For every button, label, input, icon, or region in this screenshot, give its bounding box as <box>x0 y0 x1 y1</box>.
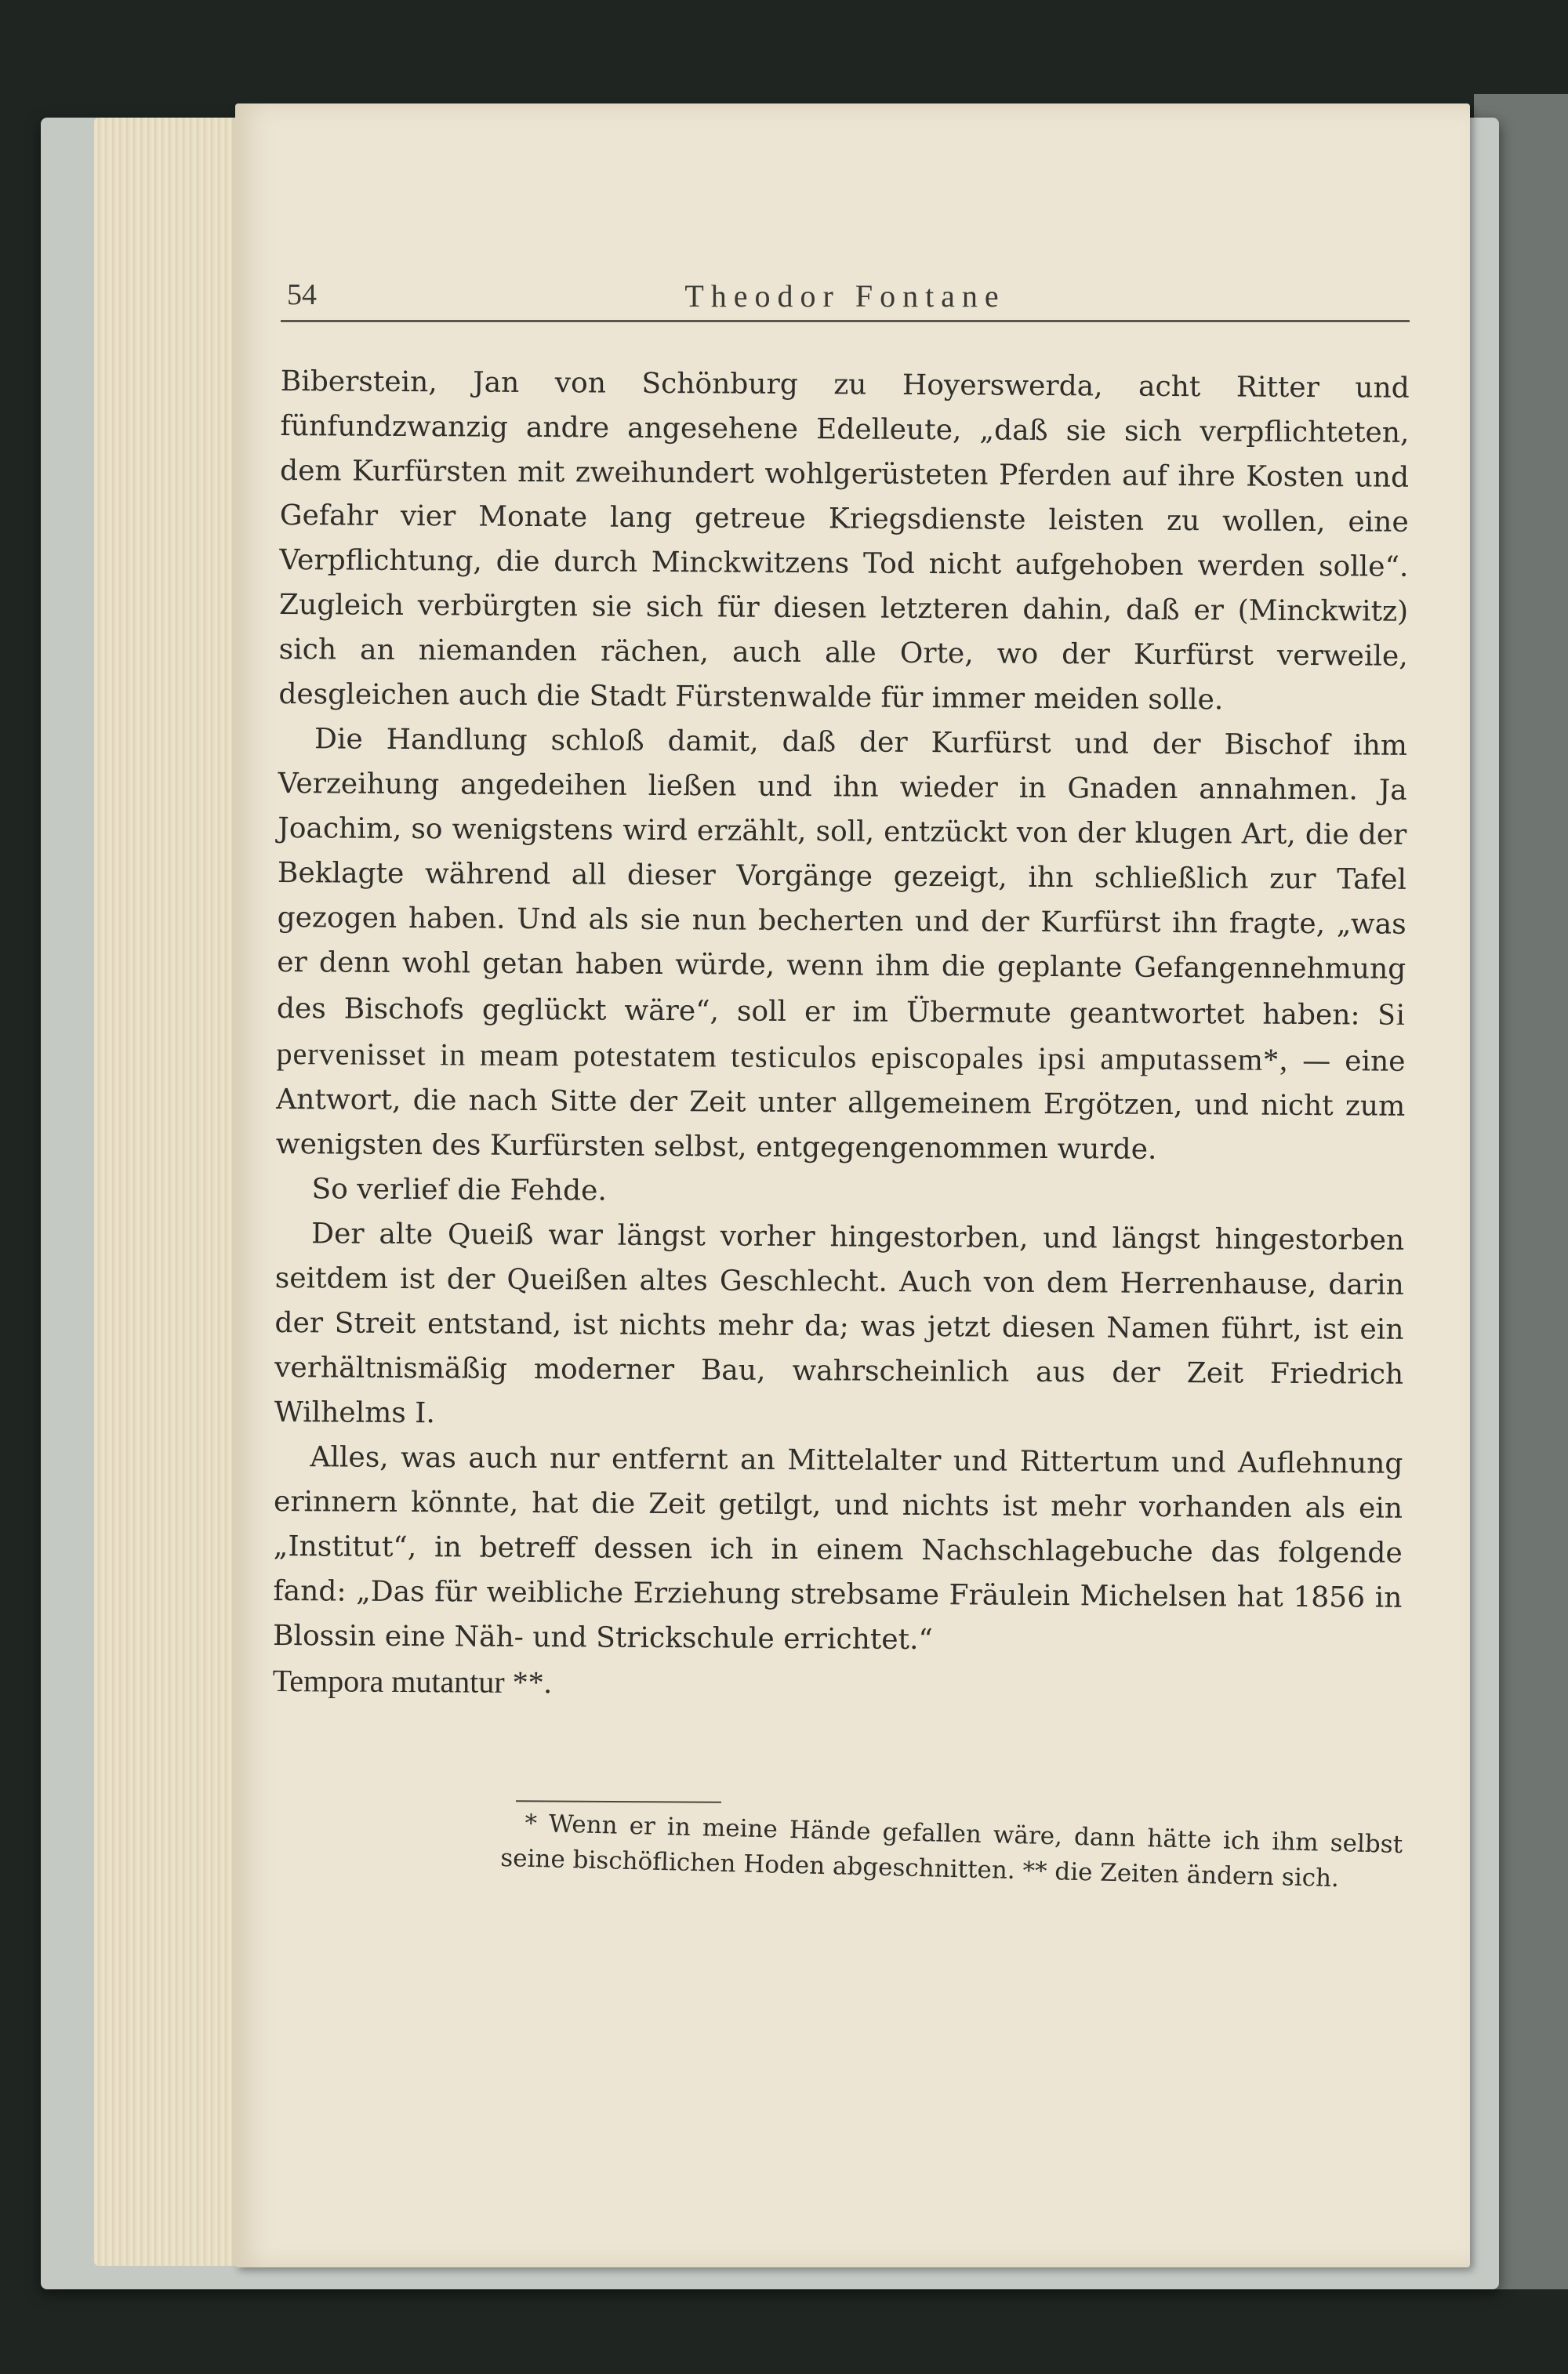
paragraph: Biberstein, Jan von Schönburg zu Hoyerswerda, acht Ritter und fünfundzwanzig andre angesehene Edelleute, „daß sie sich verpflichteten, dem Kurfürsten mit zweihundert wohlgerüsteten Pferden auf ihre Kosten und Gefahr vier Monate lang getreue Kriegsdienste leisten zu wollen, eine Verpflichtung, die durch Minckwitzens Tod nicht aufgehoben werden solle“. Zugleich verbürgten sie sich für diesen letzteren dahin, daß er (Minckwitz) sich an niemanden rächen, auch alle Orte, wo der Kurfürst verweile, desgleichen auch die Stadt Fürstenwalde für immer meiden solle. <box>278 365 1410 717</box>
paragraph: Alles, was auch nur entfernt an Mittelalter und Rittertum und Auflehnung erinnern könnte, hat die Zeit getilgt, und nichts ist mehr vorhanden als ein „Institut“, in betreff dessen ich in einem Nachschlagebuche das folgende fand: „Das für weibliche Erziehung strebsame Fräulein Michelsen hat 1856 in Blossin eine Näh- und Strickschule errichtet.“ <box>272 1441 1403 1657</box>
page-number: 54 <box>287 278 317 311</box>
paragraph <box>276 717 1407 1174</box>
latin-quote: Si pervenisset in meam potestatem testiculos episcopales ipsi amputassem*, <box>276 996 1406 1077</box>
footnote-text: * Wenn er in meine Hände gefallen wäre, dann hätte ich ihm selbst seine bischöflichen Hoden abgeschnitten. ** die Zeiten ändern sich. <box>499 1809 1403 1893</box>
paragraph-text: — eine Antwort, die nach Sitte der Zeit unter allgemeinem Ergötzen, und nicht zum wenigsten des Kurfürsten selbst, entgegengenommen wurde. <box>275 1044 1406 1166</box>
latin-motto: Tempora mutantur **. <box>272 1662 552 1701</box>
running-head: Theodor Fontane <box>684 278 1006 314</box>
page-header <box>281 273 1410 322</box>
paragraph: Der alte Queiß war längst vorher hingestorben, und längst hingestorben seitdem ist der Queißen altes Geschlecht. Auch von dem Herrenhause, darin der Streit entstand, ist nichts mehr da; was jetzt diesen Namen führt, ist ein verhältnismäßig moderner Bau, wahrscheinlich aus der Zeit Friedrich Wilhelms I. <box>274 1218 1405 1430</box>
body-text <box>271 359 1410 1856</box>
paragraph: So verlief die Fehde. <box>311 1173 607 1207</box>
paragraph-text: Die Handlung schloß damit, daß der Kurfürst und der Bischof ihm Verzeihung angedeihen ließen und ihn wieder in Gnaden annahmen. Ja Joachim, so wenigstens wird erzählt, soll, entzückt von der klugen Art, die der Beklagte während all dieser Vorgänge gezeigt, ihn schließlich zur Tafel gezogen haben. Und als sie nun becherten und der Kurfürst ihn fragte, „was er denn wohl getan haben würde, wenn ihm die geplante Gefangennehmung des Bischofs geglückt wäre“, soll er im Übermute geantwortet haben: <box>276 723 1408 1032</box>
